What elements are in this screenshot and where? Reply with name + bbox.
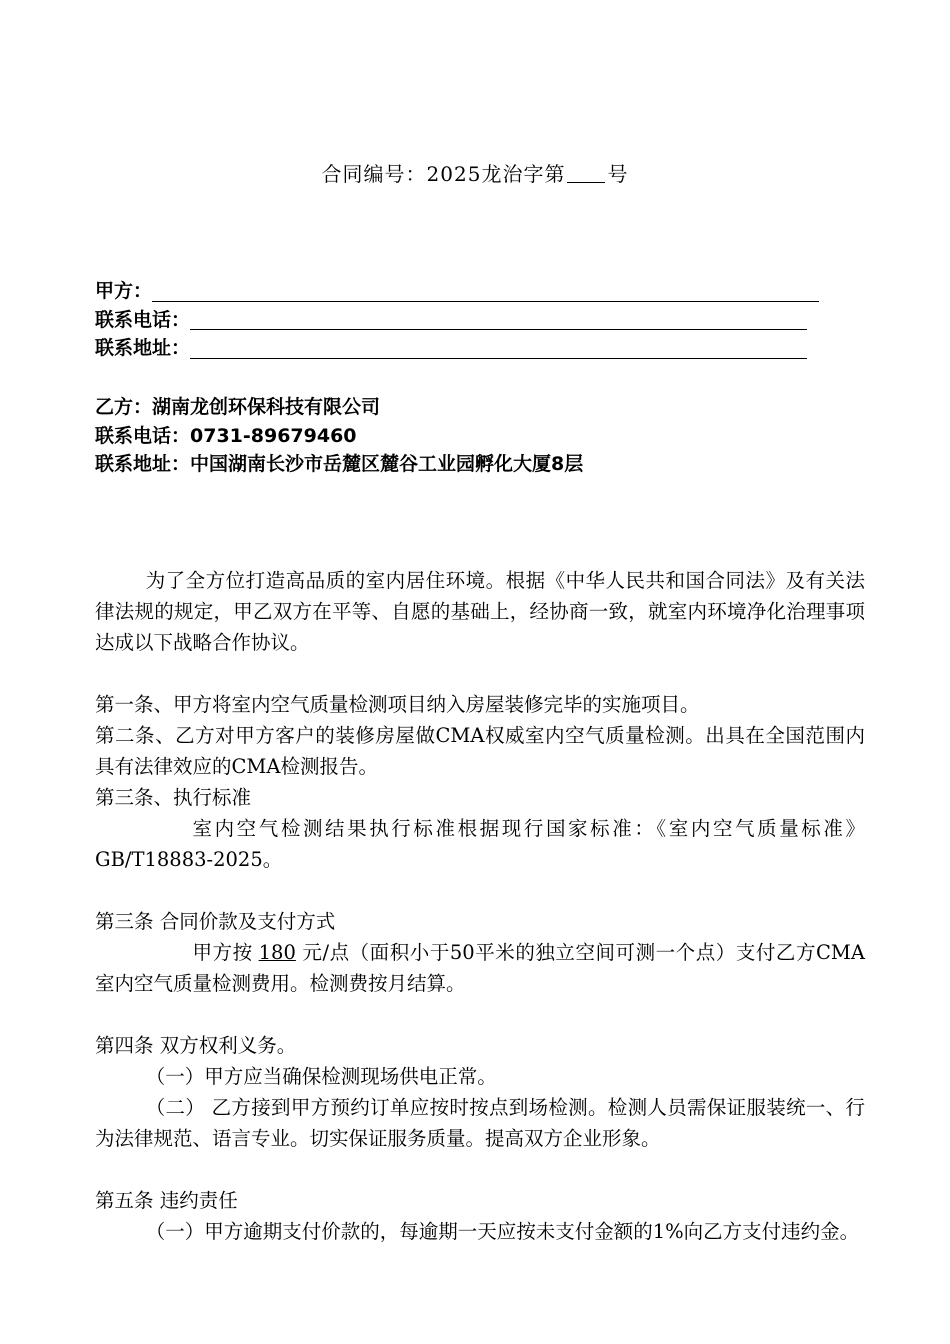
contract-number-blank[interactable] [567,164,605,183]
price-article-title: 第三条 合同价款及支付方式 [95,910,336,933]
party-a-phone-label: 联系电话： [95,308,191,331]
party-a-address-label: 联系地址： [95,337,191,359]
party-a-name-field[interactable] [152,281,819,302]
contract-body [95,565,865,1247]
party-a-block [95,277,819,363]
article-1: 第一条、甲方将室内空气质量检测项目纳入房屋装修完毕的实施项目。 [95,693,700,716]
party-b-address: 联系地址：中国湖南长沙市岳麓区麓谷工业园孵化大厦8层 [95,453,584,475]
contract-number-suffix: 号 [607,162,629,186]
party-b-phone: 联系电话：0731-89679460 [95,424,357,447]
party-a-name-label: 甲方： [95,280,153,302]
party-a-name-row [95,277,819,306]
price-suffix: 元/点（面积小于50平米的独立空间可测一个点）支付乙方CMA室内空气质量检测费用。检测费按月结算。 [95,941,865,995]
contract-number-prefix: 合同编号：2025龙治字第 [321,162,566,186]
article-4-item-2: （二） 乙方接到甲方预约订单应按时按点到场检测。检测人员需保证服装统一、行为法律规范、语言专业。切实保证服务质量。提高双方企业形象。 [95,1096,865,1150]
article-5-item-1: （一）甲方逾期支付价款的，每逾期一天应按未支付金额的1%向乙方支付违约金。 [145,1220,860,1243]
party-a-address-field[interactable] [190,338,807,359]
article-3-body: 室内空气检测结果执行标准根据现行国家标准：《室内空气质量标准》GB/T18883-2025。 [95,817,865,871]
contract-number [0,158,950,187]
article-4-item-1: （一）甲方应当确保检测现场供电正常。 [145,1065,497,1088]
price-prefix: 甲方按 [192,941,253,964]
party-a-phone-row [95,306,819,335]
price-article-body [95,937,865,999]
article-4-title: 第四条 双方权利义务。 [95,1034,297,1057]
party-a-address-row [95,334,819,363]
intro-paragraph: 为了全方位打造高品质的室内居住环境。根据《中华人民共和国合同法》及有关法律法规的规定，甲乙双方在平等、自愿的基础上，经协商一致，就室内环境净化治理事项达成以下战略合作协议。 [95,569,865,654]
article-2: 第二条、乙方对甲方客户的装修房屋做CMA权威室内空气质量检测。出具在全国范围内具有法律效应的CMA检测报告。 [95,724,865,778]
price-value: 180 [258,941,296,964]
party-a-phone-field[interactable] [190,309,807,330]
party-b-block [95,393,583,479]
party-b-name: 乙方：湖南龙创环保科技有限公司 [95,396,381,418]
article-5-title: 第五条 违约责任 [95,1189,238,1212]
article-3-title: 第三条、执行标准 [95,786,252,809]
